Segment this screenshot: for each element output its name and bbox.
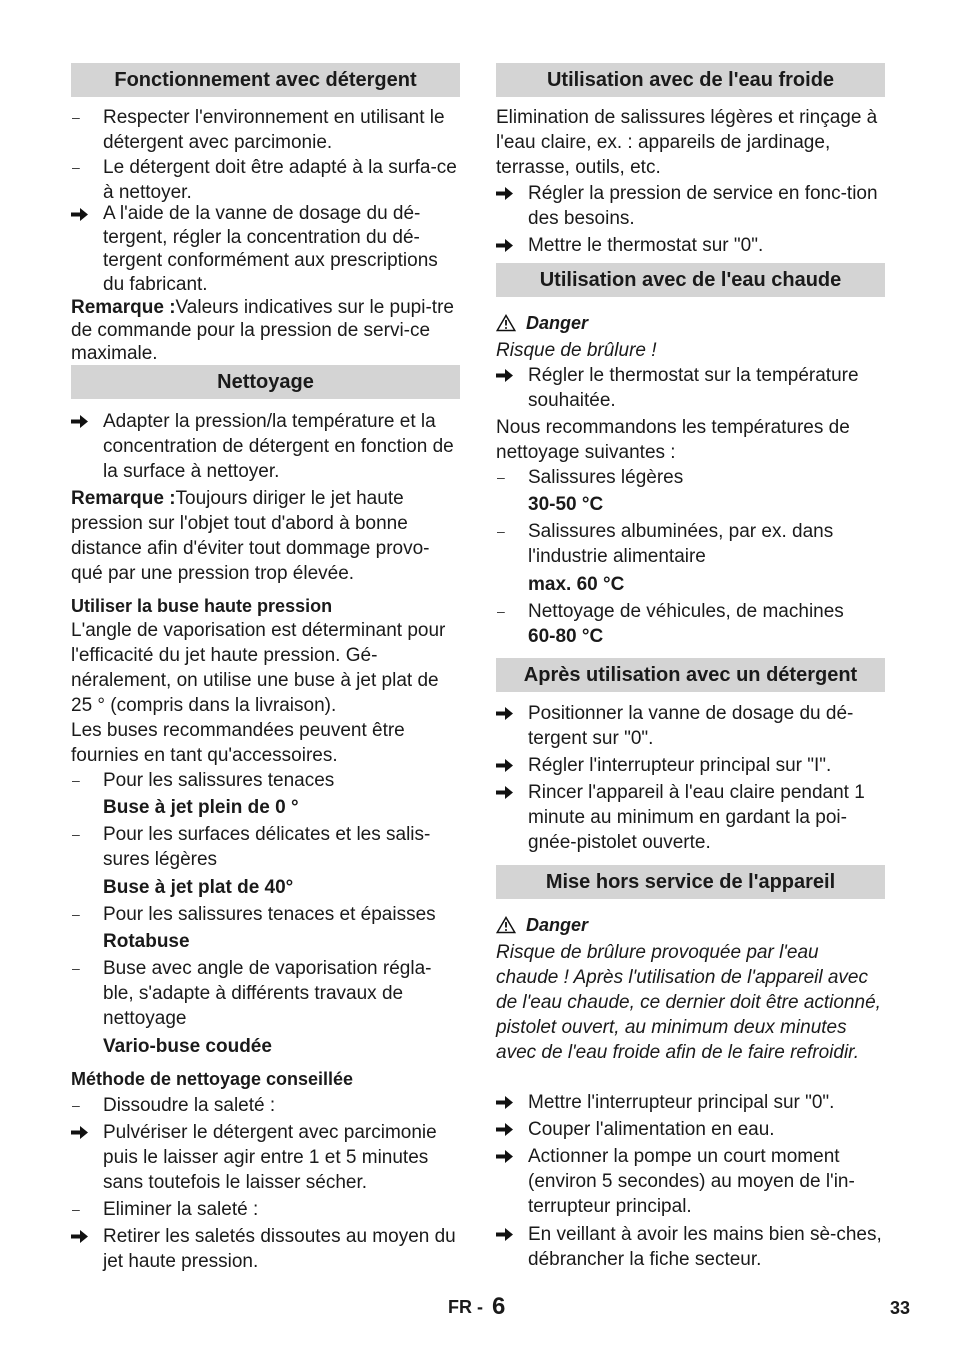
list-value: Rotabuse: [103, 931, 190, 952]
arrow-icon: [496, 780, 518, 800]
action-item: En veillant à avoir les mains bien sè-ches, débrancher la fiche secteur.: [496, 1222, 885, 1274]
arrow-icon: [496, 1117, 518, 1137]
list-item: – Eliminer la saleté :: [72, 1199, 259, 1220]
arrow-icon: [496, 1144, 518, 1164]
dash-bullet: –: [72, 906, 80, 922]
action-item: A l'aide de la vanne de dosage du dé-tergent, régler la concentration du dé-tergent conformément aux prescriptions du fabricant.: [71, 202, 460, 296]
page-number: 33: [890, 1298, 911, 1318]
list-item: – Dissoudre la saleté :: [72, 1095, 276, 1116]
action-item: Adapter la pression/la température et la concentration de détergent en fonction de la surface à nettoyer.: [71, 409, 460, 486]
action-item: Mettre l'interrupteur principal sur "0".: [496, 1090, 885, 1117]
list-item: – Nettoyage de véhicules, de machines: [497, 601, 844, 622]
arrow-icon: [496, 1222, 518, 1242]
list-value: Buse à jet plein de 0 °: [103, 797, 299, 818]
list-value: Vario-buse coudée: [103, 1036, 272, 1057]
warning-icon: [496, 916, 516, 934]
action-item: Pulvériser le détergent avec parcimonie puis le laisser agir entre 1 et 5 minutes sans toutefois le laisser sécher.: [71, 1120, 460, 1197]
section-page-number: 6: [492, 1293, 506, 1320]
arrow-icon: [71, 409, 93, 429]
danger-label: Danger: [496, 909, 885, 940]
list-item: – Salissures albuminées, par ex. dans l'industrie alimentaire: [497, 521, 834, 567]
paragraph: Les buses recommandées peuvent être fournies en tant qu'accessoires.: [71, 720, 405, 766]
action-item: Couper l'alimentation en eau.: [496, 1117, 885, 1144]
list-item: – Pour les salissures tenaces et épaisses: [72, 904, 436, 925]
list-item: – Pour les surfaces délicates et les salis-sures légères: [72, 824, 431, 870]
arrow-icon: [496, 181, 518, 201]
action-item: Actionner la pompe un court moment (environ 5 secondes) au moyen de l'in-terrupteur principal.: [496, 1144, 885, 1222]
action-item: Régler le thermostat sur la température souhaitée.: [496, 363, 885, 415]
subheading-nozzle: Utiliser la buse haute pression: [71, 596, 333, 616]
page-footer: [0, 1293, 954, 1323]
dash-bullet: –: [497, 603, 505, 619]
arrow-icon: [71, 1120, 93, 1140]
paragraph: Nous recommandons les températures de nettoyage suivantes :: [496, 417, 850, 463]
section-heading-shutdown: Mise hors service de l'appareil: [496, 865, 885, 899]
dash-bullet: –: [72, 960, 80, 976]
left-column: [71, 63, 460, 1276]
action-item: Mettre le thermostat sur "0".: [496, 233, 885, 263]
arrow-icon: [71, 1224, 93, 1244]
temperature-value: max. 60 °C: [528, 574, 625, 595]
action-item: Rincer l'appareil à l'eau claire pendant 1 minute au minimum en gardant la poi-gnée-pistolet ouverte.: [496, 780, 885, 865]
action-item: Régler l'interrupteur principal sur "I".: [496, 753, 885, 780]
section-heading-detergent: Fonctionnement avec détergent: [71, 63, 460, 97]
paragraph: L'angle de vaporisation est déterminant pour l'efficacité du jet haute pression. Gé-néralement, on utilise une buse à jet plat de 25 ° (compris dans la livraison).: [71, 620, 446, 716]
language-code: FR -: [448, 1297, 483, 1317]
remark-label: Remarque :: [71, 488, 176, 509]
dash-bullet: –: [72, 109, 80, 125]
section-heading-cleaning: Nettoyage: [71, 365, 460, 399]
paragraph: Elimination de salissures légères et rinçage à l'eau claire, ex. : appareils de jardinage, terrasse, outils, etc.: [496, 107, 878, 178]
section-heading-hot-water: Utilisation avec de l'eau chaude: [496, 263, 885, 297]
remark-label: Remarque :: [71, 297, 176, 318]
action-item: Positionner la vanne de dosage du dé-tergent sur "0".: [496, 701, 885, 753]
dash-bullet: –: [497, 523, 505, 539]
right-column: [496, 63, 885, 1274]
action-item: Retirer les saletés dissoutes au moyen du jet haute pression.: [71, 1224, 460, 1276]
list-item: – Salissures légères: [497, 467, 684, 488]
subheading-method: Méthode de nettoyage conseillée: [71, 1069, 354, 1089]
dash-bullet: –: [497, 469, 505, 485]
section-heading-cold-water: Utilisation avec de l'eau froide: [496, 63, 885, 97]
arrow-icon: [496, 753, 518, 773]
warning-icon: [496, 314, 516, 332]
dash-bullet: –: [72, 1201, 80, 1217]
action-item: Régler la pression de service en fonc-tion des besoins.: [496, 181, 885, 233]
remark-paragraph: Remarque :Toujours diriger le jet haute pression sur l'objet tout d'abord à bonne distance afin d'éviter tout dommage provo-qué par une pression trop élevée.: [71, 488, 430, 584]
arrow-icon: [71, 202, 93, 222]
dash-bullet: –: [72, 159, 80, 175]
danger-label: Danger: [496, 308, 885, 338]
temperature-value: 60-80 °C: [528, 626, 604, 647]
list-item: – Pour les salissures tenaces: [72, 770, 335, 791]
arrow-icon: [496, 233, 518, 253]
arrow-icon: [496, 701, 518, 721]
list-item: – Respecter l'environnement en utilisant le détergent avec parcimonie.: [72, 107, 445, 153]
list-item: – Le détergent doit être adapté à la surfa-ce à nettoyer.: [72, 157, 457, 203]
remark-paragraph: Remarque :Valeurs indicatives sur le pupi-tre de commande pour la pression de servi-ce maximale.: [71, 297, 454, 364]
list-item: – Buse avec angle de vaporisation régla-ble, s'adapte à différents travaux de nettoyage: [72, 958, 432, 1029]
list-value: Buse à jet plat de 40°: [103, 877, 294, 898]
temperature-value: 30-50 °C: [528, 494, 604, 515]
arrow-icon: [496, 1090, 518, 1110]
warning-text: Risque de brûlure provoquée par l'eau chaude ! Après l'utilisation de l'appareil avec de l'eau chaude, ce dernier doit être actionné, pistolet ouvert, au minimum deux minutes avec de l'eau froide afin de le faire refroidir.: [496, 942, 881, 1063]
section-heading-after-detergent: Après utilisation avec un détergent: [496, 658, 885, 692]
dash-bullet: –: [72, 1097, 80, 1113]
arrow-icon: [496, 363, 518, 383]
dash-bullet: –: [72, 826, 80, 842]
warning-text: Risque de brûlure !: [496, 340, 657, 361]
dash-bullet: –: [72, 772, 80, 788]
